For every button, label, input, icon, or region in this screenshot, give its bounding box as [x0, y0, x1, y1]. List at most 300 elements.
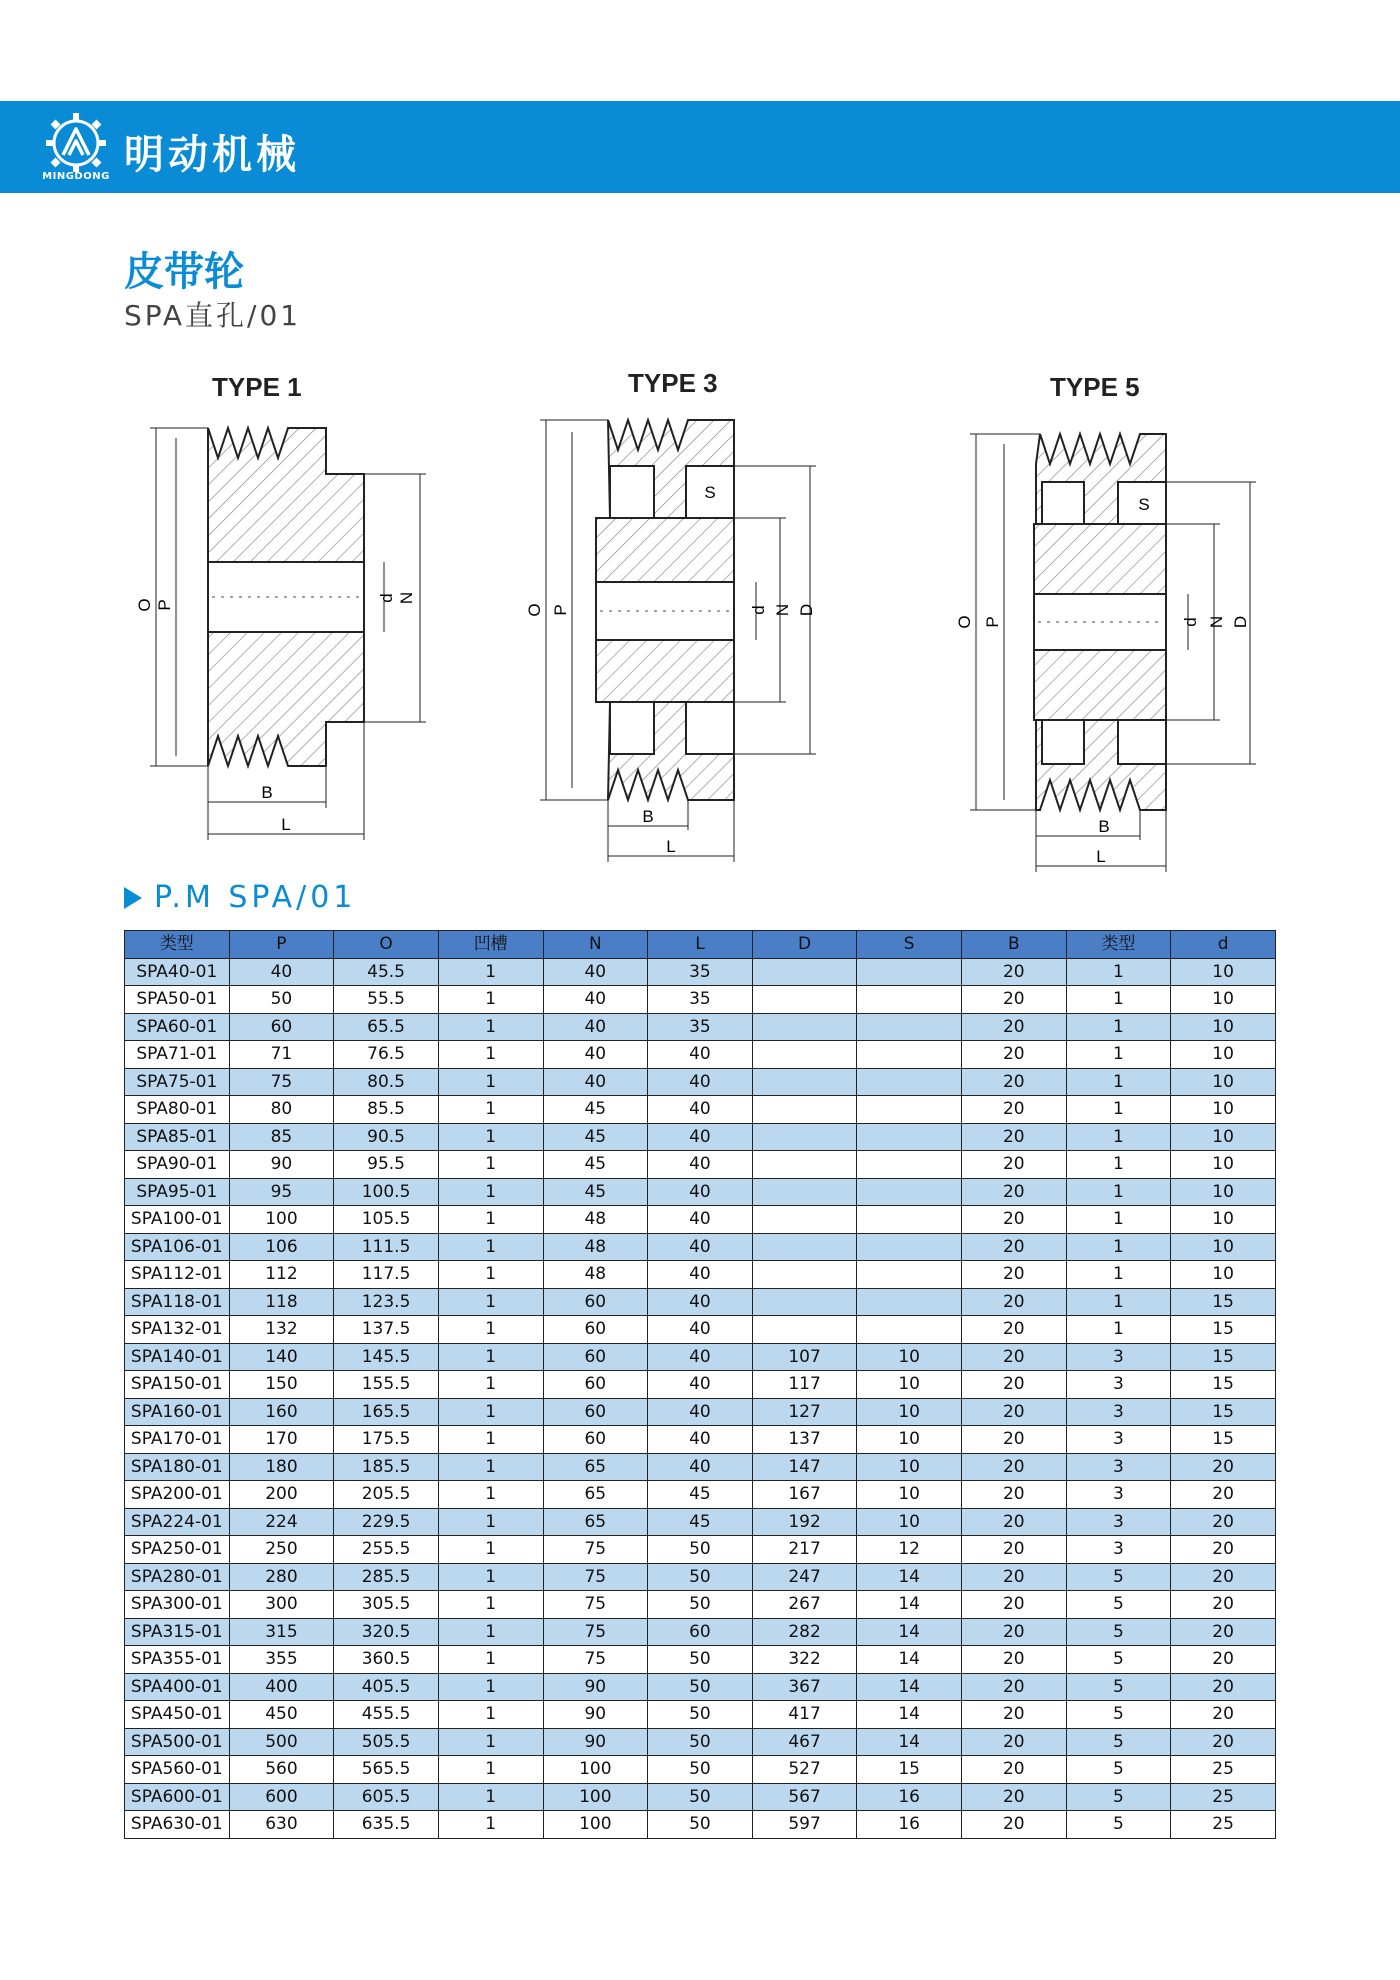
table-cell: 100	[229, 1206, 334, 1234]
table-cell: 40	[648, 1371, 753, 1399]
table-cell: 200	[229, 1481, 334, 1509]
table-cell: 50	[648, 1646, 753, 1674]
table-cell: 1	[1066, 986, 1171, 1014]
table-cell: SPA95-01	[125, 1178, 230, 1206]
table-cell: 60	[543, 1288, 648, 1316]
table-cell: 635.5	[334, 1811, 439, 1839]
table-cell: 450	[229, 1701, 334, 1729]
table-cell: 100	[543, 1783, 648, 1811]
type5-label: TYPE 5	[1050, 372, 1140, 402]
table-cell: 60	[543, 1371, 648, 1399]
table-cell: 15	[1171, 1316, 1276, 1344]
table-cell: 20	[1171, 1453, 1276, 1481]
type1-dim-O: O	[135, 598, 154, 612]
table-cell: 20	[962, 1206, 1067, 1234]
table-cell: 10	[1171, 1233, 1276, 1261]
table-cell: 127	[752, 1398, 857, 1426]
table-cell: SPA560-01	[125, 1756, 230, 1784]
table-cell: 45	[543, 1123, 648, 1151]
table-cell: 1	[1066, 1123, 1171, 1151]
table-cell: 60	[543, 1398, 648, 1426]
table-row	[125, 1728, 1276, 1756]
play-triangle-icon	[124, 887, 142, 909]
table-cell: 20	[962, 1673, 1067, 1701]
table-cell: 1	[438, 1508, 543, 1536]
table-cell: 1	[1066, 1151, 1171, 1179]
table-cell: 14	[857, 1591, 962, 1619]
table-cell: SPA355-01	[125, 1646, 230, 1674]
table-cell: 175.5	[334, 1426, 439, 1454]
table-cell: 1	[438, 1453, 543, 1481]
table-row	[125, 1398, 1276, 1426]
table-cell: 25	[1171, 1783, 1276, 1811]
table-cell: 560	[229, 1756, 334, 1784]
table-cell: 355	[229, 1646, 334, 1674]
table-cell: 117	[752, 1371, 857, 1399]
table-cell: 50	[648, 1811, 753, 1839]
table-cell: 40	[648, 1426, 753, 1454]
table-cell: 20	[962, 958, 1067, 986]
table-cell: 1	[438, 1646, 543, 1674]
table-cell: 1	[438, 1151, 543, 1179]
table-cell: 15	[1171, 1426, 1276, 1454]
table-cell: 20	[962, 986, 1067, 1014]
table-cell: 20	[962, 1536, 1067, 1564]
table-cell: SPA112-01	[125, 1261, 230, 1289]
table-header-cell: B	[962, 931, 1067, 959]
table-cell: 16	[857, 1783, 962, 1811]
table-cell: 20	[962, 1123, 1067, 1151]
table-cell: 100.5	[334, 1178, 439, 1206]
table-cell: 1	[438, 1783, 543, 1811]
table-row	[125, 1646, 1276, 1674]
table-cell	[857, 1178, 962, 1206]
table-cell: 505.5	[334, 1728, 439, 1756]
table-cell: 55.5	[334, 986, 439, 1014]
table-cell: 90.5	[334, 1123, 439, 1151]
table-cell: 155.5	[334, 1371, 439, 1399]
table-cell: 5	[1066, 1563, 1171, 1591]
table-cell: 85.5	[334, 1096, 439, 1124]
table-cell: SPA118-01	[125, 1288, 230, 1316]
type3-dim-d: d	[749, 605, 768, 615]
table-cell: 1	[438, 986, 543, 1014]
table-cell: 20	[962, 1041, 1067, 1069]
table-cell: 267	[752, 1591, 857, 1619]
table-cell: 85	[229, 1123, 334, 1151]
table-cell: 35	[648, 986, 753, 1014]
table-cell: 305.5	[334, 1591, 439, 1619]
table-cell: 1	[438, 1398, 543, 1426]
table-cell: 20	[962, 1453, 1067, 1481]
table-cell: 40	[648, 1343, 753, 1371]
table-cell: 75	[543, 1536, 648, 1564]
table-cell: 20	[962, 1481, 1067, 1509]
table-cell: SPA630-01	[125, 1811, 230, 1839]
table-row	[125, 1343, 1276, 1371]
table-cell: 247	[752, 1563, 857, 1591]
table-cell: SPA200-01	[125, 1481, 230, 1509]
table-cell: 1	[438, 1316, 543, 1344]
table-cell: 48	[543, 1233, 648, 1261]
table-cell: 40	[543, 986, 648, 1014]
table-cell: 14	[857, 1563, 962, 1591]
table-cell: 1	[1066, 1316, 1171, 1344]
table-cell: SPA106-01	[125, 1233, 230, 1261]
table-cell: 285.5	[334, 1563, 439, 1591]
table-cell: 229.5	[334, 1508, 439, 1536]
table-header-cell: D	[752, 931, 857, 959]
table-cell: 40	[648, 1316, 753, 1344]
table-cell: 20	[962, 1288, 1067, 1316]
table-cell: 75	[543, 1618, 648, 1646]
table-header-row	[125, 931, 1276, 959]
table-cell: 10	[1171, 1013, 1276, 1041]
table-cell: 95.5	[334, 1151, 439, 1179]
table-cell: 25	[1171, 1811, 1276, 1839]
table-cell: 185.5	[334, 1453, 439, 1481]
table-cell: SPA170-01	[125, 1426, 230, 1454]
table-cell: 50	[648, 1673, 753, 1701]
table-cell: 500	[229, 1728, 334, 1756]
table-cell: 14	[857, 1701, 962, 1729]
table-cell: 65	[543, 1453, 648, 1481]
table-cell: 40	[543, 1013, 648, 1041]
type5-dim-d: d	[1181, 617, 1200, 627]
table-cell: SPA40-01	[125, 958, 230, 986]
table-cell: SPA150-01	[125, 1371, 230, 1399]
table-cell: 5	[1066, 1728, 1171, 1756]
table-row	[125, 1453, 1276, 1481]
type3-diagram	[520, 410, 820, 870]
table-cell	[752, 1123, 857, 1151]
table-cell: 75	[543, 1591, 648, 1619]
table-cell: 10	[1171, 1068, 1276, 1096]
table-cell	[752, 1096, 857, 1124]
type5-diagram	[950, 410, 1270, 880]
type3-dim-B: B	[642, 807, 654, 826]
table-cell: 280	[229, 1563, 334, 1591]
table-cell	[857, 986, 962, 1014]
type1-dim-L: L	[281, 815, 291, 834]
table-header-cell: 凹槽	[438, 931, 543, 959]
table-cell	[752, 1041, 857, 1069]
table-cell: 1	[438, 1013, 543, 1041]
table-cell: 20	[962, 1013, 1067, 1041]
type1-dim-B: B	[261, 783, 273, 802]
table-cell: 565.5	[334, 1756, 439, 1784]
table-cell: 320.5	[334, 1618, 439, 1646]
table-cell: 10	[1171, 958, 1276, 986]
table-cell: 20	[962, 1371, 1067, 1399]
table-cell: 1	[438, 1178, 543, 1206]
table-cell: 1	[1066, 1178, 1171, 1206]
table-cell: 455.5	[334, 1701, 439, 1729]
type5-dim-B: B	[1098, 817, 1110, 836]
table-cell: 45.5	[334, 958, 439, 986]
table-cell: 40	[648, 1068, 753, 1096]
type5-dim-D: D	[1231, 615, 1250, 629]
table-cell: 3	[1066, 1343, 1171, 1371]
table-cell: 5	[1066, 1756, 1171, 1784]
table-cell: 14	[857, 1728, 962, 1756]
type5-dim-O: O	[955, 615, 974, 629]
table-cell: 40	[648, 1041, 753, 1069]
table-cell: 1	[438, 1481, 543, 1509]
table-cell: 140	[229, 1343, 334, 1371]
table-cell: 20	[962, 1783, 1067, 1811]
table-cell: 80	[229, 1096, 334, 1124]
table-cell: 1	[438, 1536, 543, 1564]
table-cell: 20	[962, 1591, 1067, 1619]
table-cell: SPA160-01	[125, 1398, 230, 1426]
table-cell: 40	[543, 1041, 648, 1069]
table-cell: 71	[229, 1041, 334, 1069]
table-cell: 3	[1066, 1508, 1171, 1536]
table-cell: 90	[543, 1701, 648, 1729]
table-cell: 90	[229, 1151, 334, 1179]
table-cell: 1	[438, 1563, 543, 1591]
table-cell: 1	[438, 1288, 543, 1316]
table-cell	[857, 1206, 962, 1234]
table-cell: 35	[648, 1013, 753, 1041]
table-cell: 1	[438, 1068, 543, 1096]
table-cell: 5	[1066, 1618, 1171, 1646]
type3-dim-N: N	[773, 603, 792, 617]
table-header-cell: N	[543, 931, 648, 959]
table-cell	[752, 1013, 857, 1041]
table-cell: 76.5	[334, 1041, 439, 1069]
table-cell: 192	[752, 1508, 857, 1536]
table-cell: 10	[857, 1398, 962, 1426]
table-cell	[752, 1178, 857, 1206]
table-cell	[752, 986, 857, 1014]
table-cell: 3	[1066, 1453, 1171, 1481]
table-cell: 45	[648, 1481, 753, 1509]
table-cell: SPA250-01	[125, 1536, 230, 1564]
table-cell: 1	[438, 1096, 543, 1124]
table-cell: 322	[752, 1646, 857, 1674]
table-cell: 40	[648, 1398, 753, 1426]
table-cell: 20	[962, 1728, 1067, 1756]
table-cell	[857, 1288, 962, 1316]
table-cell	[752, 1261, 857, 1289]
table-cell: 10	[1171, 1206, 1276, 1234]
table-cell: 1	[438, 1618, 543, 1646]
table-cell: 1	[1066, 1068, 1171, 1096]
table-cell: 300	[229, 1591, 334, 1619]
table-cell: 107	[752, 1343, 857, 1371]
table-row	[125, 1261, 1276, 1289]
table-cell	[857, 1068, 962, 1096]
table-cell: 20	[962, 1756, 1067, 1784]
table-cell: 65.5	[334, 1013, 439, 1041]
table-cell: 20	[962, 1151, 1067, 1179]
table-cell: 106	[229, 1233, 334, 1261]
table-cell: 20	[1171, 1481, 1276, 1509]
table-cell: 10	[857, 1371, 962, 1399]
table-cell: 50	[648, 1783, 753, 1811]
table-row	[125, 1811, 1276, 1839]
table-cell: 50	[648, 1536, 753, 1564]
table-cell: 217	[752, 1536, 857, 1564]
table-cell: 75	[229, 1068, 334, 1096]
table-cell: 1	[438, 1591, 543, 1619]
table-cell: 48	[543, 1206, 648, 1234]
header-banner	[0, 101, 1400, 193]
table-cell: 1	[438, 1233, 543, 1261]
table-row	[125, 1233, 1276, 1261]
table-cell: 117.5	[334, 1261, 439, 1289]
table-cell: SPA100-01	[125, 1206, 230, 1234]
table-cell: 50	[648, 1728, 753, 1756]
table-cell: 5	[1066, 1673, 1171, 1701]
table-row	[125, 1371, 1276, 1399]
table-cell: 40	[648, 1151, 753, 1179]
table-cell: 137	[752, 1426, 857, 1454]
table-cell: 80.5	[334, 1068, 439, 1096]
table-cell: SPA180-01	[125, 1453, 230, 1481]
table-cell: 112	[229, 1261, 334, 1289]
table-cell: 75	[543, 1563, 648, 1591]
table-cell: 60	[543, 1343, 648, 1371]
table-cell: 20	[962, 1398, 1067, 1426]
table-cell: 5	[1066, 1783, 1171, 1811]
table-cell: 15	[1171, 1398, 1276, 1426]
table-cell: 1	[438, 1811, 543, 1839]
table-cell: 3	[1066, 1398, 1171, 1426]
table-cell: 60	[543, 1426, 648, 1454]
table-cell: 1	[1066, 1288, 1171, 1316]
table-cell: SPA280-01	[125, 1563, 230, 1591]
table-cell: 1	[438, 1343, 543, 1371]
table-cell: 65	[543, 1508, 648, 1536]
table-cell: 3	[1066, 1426, 1171, 1454]
table-cell: 90	[543, 1673, 648, 1701]
table-cell: 367	[752, 1673, 857, 1701]
table-cell: 90	[543, 1728, 648, 1756]
table-row	[125, 1151, 1276, 1179]
table-cell: 20	[1171, 1508, 1276, 1536]
table-cell: 40	[648, 1261, 753, 1289]
table-cell: SPA500-01	[125, 1728, 230, 1756]
table-cell: 20	[962, 1701, 1067, 1729]
table-cell: 467	[752, 1728, 857, 1756]
table-cell: 20	[962, 1343, 1067, 1371]
table-cell: 3	[1066, 1481, 1171, 1509]
table-cell: 20	[962, 1316, 1067, 1344]
table-cell: 20	[962, 1178, 1067, 1206]
table-cell: 50	[648, 1701, 753, 1729]
table-cell: 60	[543, 1316, 648, 1344]
table-cell	[857, 1041, 962, 1069]
table-row	[125, 1096, 1276, 1124]
table-cell	[857, 958, 962, 986]
table-cell: SPA300-01	[125, 1591, 230, 1619]
table-cell: 50	[229, 986, 334, 1014]
table-cell: 1	[1066, 1206, 1171, 1234]
table-cell: 3	[1066, 1536, 1171, 1564]
table-header-cell: 类型	[1066, 931, 1171, 959]
table-row	[125, 1508, 1276, 1536]
table-row	[125, 1673, 1276, 1701]
table-cell	[857, 1233, 962, 1261]
table-row	[125, 1123, 1276, 1151]
spec-table	[124, 930, 1276, 1839]
table-cell: 20	[962, 1508, 1067, 1536]
table-cell: 14	[857, 1646, 962, 1674]
table-cell	[752, 1316, 857, 1344]
type1-diagram	[130, 410, 440, 850]
table-row	[125, 1288, 1276, 1316]
table-cell: 10	[1171, 1123, 1276, 1151]
table-header-cell: P	[229, 931, 334, 959]
table-cell: 1	[438, 1701, 543, 1729]
brand-english: MINGDONG	[42, 171, 110, 182]
table-cell: 95	[229, 1178, 334, 1206]
table-cell: 10	[1171, 1151, 1276, 1179]
table-cell	[857, 1096, 962, 1124]
table-cell: 20	[962, 1261, 1067, 1289]
table-cell: 20	[1171, 1701, 1276, 1729]
table-cell: 224	[229, 1508, 334, 1536]
table-cell: 527	[752, 1756, 857, 1784]
type3-dim-O: O	[525, 603, 544, 617]
table-cell: 597	[752, 1811, 857, 1839]
table-cell: 20	[962, 1426, 1067, 1454]
table-cell: 567	[752, 1783, 857, 1811]
table-cell: 40	[648, 1233, 753, 1261]
table-cell: 65	[543, 1481, 648, 1509]
table-row	[125, 1068, 1276, 1096]
table-cell: 15	[1171, 1343, 1276, 1371]
section-heading-text: P.M SPA/01	[154, 880, 357, 915]
table-cell: 20	[1171, 1591, 1276, 1619]
table-cell: 40	[648, 1096, 753, 1124]
table-cell: 48	[543, 1261, 648, 1289]
table-row	[125, 1041, 1276, 1069]
table-cell: 20	[1171, 1536, 1276, 1564]
table-row	[125, 1563, 1276, 1591]
table-cell	[752, 1206, 857, 1234]
table-cell: SPA132-01	[125, 1316, 230, 1344]
table-cell: 10	[1171, 1041, 1276, 1069]
table-cell: 255.5	[334, 1536, 439, 1564]
table-cell	[752, 1068, 857, 1096]
table-cell: SPA85-01	[125, 1123, 230, 1151]
table-cell: 45	[543, 1151, 648, 1179]
table-row	[125, 1701, 1276, 1729]
table-cell	[752, 1151, 857, 1179]
table-cell: 20	[1171, 1646, 1276, 1674]
table-row	[125, 1591, 1276, 1619]
table-cell: 360.5	[334, 1646, 439, 1674]
table-cell: 1	[438, 1371, 543, 1399]
table-row	[125, 1783, 1276, 1811]
type5-dim-L: L	[1096, 847, 1106, 866]
table-cell: 3	[1066, 1371, 1171, 1399]
table-cell: 132	[229, 1316, 334, 1344]
table-cell: 1	[438, 1041, 543, 1069]
table-header-cell: L	[648, 931, 753, 959]
table-cell: 1	[1066, 1261, 1171, 1289]
table-cell: 50	[648, 1756, 753, 1784]
table-cell: 5	[1066, 1591, 1171, 1619]
table-cell: 20	[962, 1811, 1067, 1839]
type3-label: TYPE 3	[628, 368, 718, 398]
table-cell: 20	[962, 1563, 1067, 1591]
table-cell: 10	[857, 1481, 962, 1509]
